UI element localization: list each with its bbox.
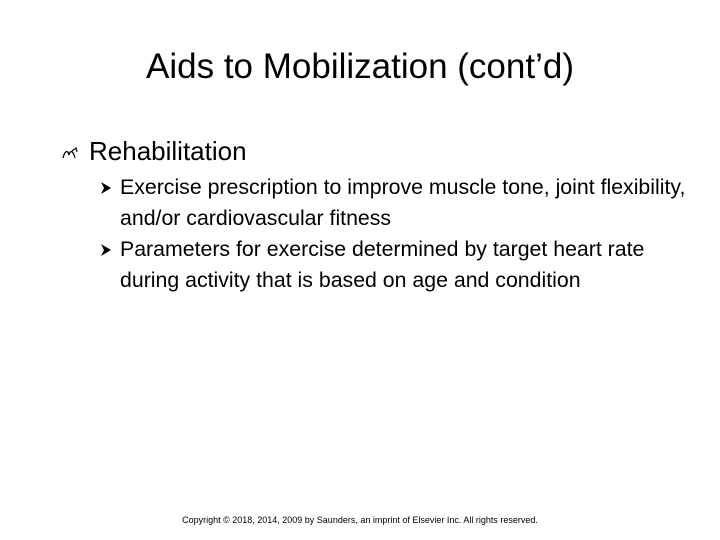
bullet-rehabilitation-text: Rehabilitation bbox=[89, 136, 247, 166]
copyright-footer: Copyright © 2018, 2014, 2009 by Saunders, an imprint of Elsevier Inc. All rights reserved. bbox=[182, 515, 538, 525]
sub-bullet-list bbox=[100, 172, 690, 296]
rehab-bullet-icon bbox=[62, 146, 78, 160]
sub-bullet-exercise-parameters bbox=[100, 234, 690, 296]
sub-bullet-exercise-prescription-text: Exercise prescription to improve muscle tone, joint flexibility, and/or cardiovascular fitness bbox=[120, 175, 686, 230]
sub-bullet-exercise-prescription bbox=[100, 172, 690, 234]
bullet-rehabilitation bbox=[62, 133, 682, 169]
arrow-bullet-icon bbox=[100, 243, 112, 257]
slide-title: Aids to Mobilization (cont’d) bbox=[146, 47, 574, 86]
arrow-bullet-icon bbox=[100, 181, 112, 195]
sub-bullet-exercise-parameters-text: Parameters for exercise determined by target heart rate during activity that is based on age and condition bbox=[120, 237, 645, 292]
